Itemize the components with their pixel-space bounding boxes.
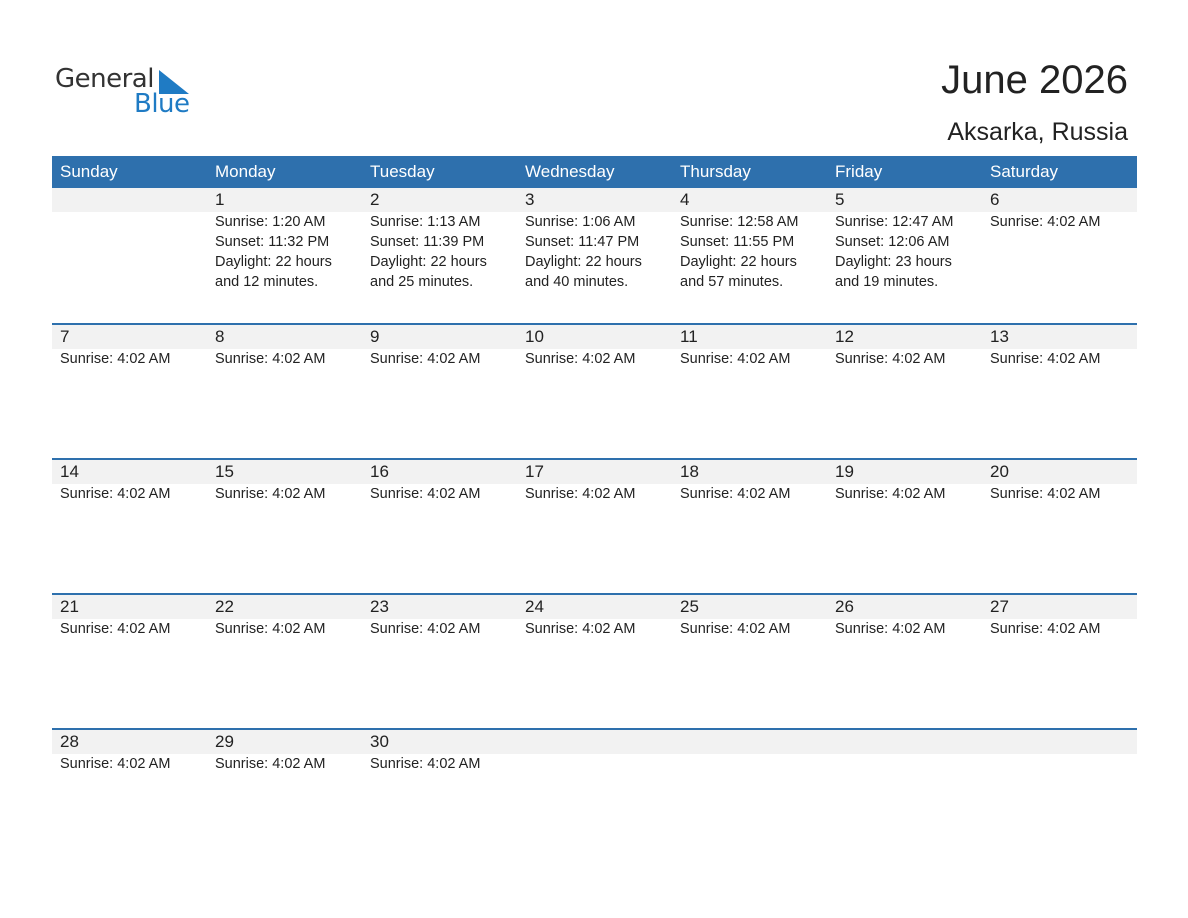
day-cell: [517, 325, 672, 458]
sun-info-line: Sunset: 12:06 AM: [835, 234, 950, 250]
day-cell: [672, 188, 827, 323]
day-cell: [362, 730, 517, 863]
day-number: 28: [60, 732, 79, 751]
weekday-thursday: Thursday: [680, 162, 751, 181]
day-cell: [827, 595, 982, 728]
weekday-saturday: Saturday: [990, 162, 1059, 181]
day-number: 6: [990, 190, 1000, 209]
day-cell: [207, 730, 362, 863]
sun-info-line: Sunrise: 4:02 AM: [215, 756, 326, 772]
calendar-week: [52, 323, 1137, 458]
day-number: [990, 730, 1137, 754]
day-number: 4: [680, 190, 690, 209]
day-number: 14: [60, 462, 79, 481]
day-cell: [207, 325, 362, 458]
sun-info-line: Sunrise: 4:02 AM: [525, 351, 636, 367]
sun-info-line: Sunrise: 4:02 AM: [370, 351, 481, 367]
logo-text-blue: Blue: [134, 89, 190, 119]
sun-info-line: Sunrise: 4:02 AM: [680, 351, 791, 367]
day-cell: [982, 460, 1137, 593]
day-cell: [982, 325, 1137, 458]
day-number: 23: [370, 597, 389, 616]
day-cell: [52, 188, 207, 323]
day-cell: [982, 188, 1137, 323]
sun-info-line: Sunrise: 4:02 AM: [680, 621, 791, 637]
sun-info-line: Daylight: 22 hours: [680, 254, 797, 270]
day-number: 29: [215, 732, 234, 751]
day-number: [835, 730, 982, 754]
calendar: [52, 156, 1137, 863]
calendar-weeks: [52, 188, 1137, 863]
sun-info-line: Sunrise: 4:02 AM: [990, 486, 1101, 502]
day-cell: [982, 595, 1137, 728]
sun-info-line: Sunrise: 4:02 AM: [990, 214, 1101, 230]
sun-info-line: Sunrise: 4:02 AM: [525, 486, 636, 502]
calendar-week: [52, 458, 1137, 593]
day-number: 1: [215, 190, 225, 209]
day-number: 8: [215, 327, 225, 346]
logo: [55, 62, 205, 122]
day-number: 22: [215, 597, 234, 616]
sun-info-line: Sunrise: 4:02 AM: [990, 351, 1101, 367]
day-cell: [827, 188, 982, 323]
day-cell: [827, 460, 982, 593]
day-number: 18: [680, 462, 699, 481]
day-cell: [362, 460, 517, 593]
calendar-week: [52, 593, 1137, 728]
day-number: 11: [680, 327, 698, 346]
day-cell: [52, 730, 207, 863]
weekday-friday: Friday: [835, 162, 883, 181]
weekday-header: [52, 156, 1137, 188]
day-number: 26: [835, 597, 854, 616]
day-number: 21: [60, 597, 79, 616]
day-number: 25: [680, 597, 699, 616]
sun-info-line: Sunset: 11:32 PM: [215, 234, 330, 250]
day-number: 7: [60, 327, 70, 346]
day-cell: [362, 325, 517, 458]
sun-info-line: Sunrise: 1:20 AM: [215, 214, 326, 230]
sun-info-line: Daylight: 22 hours: [525, 254, 642, 270]
day-cell: [517, 595, 672, 728]
sun-info-line: Sunrise: 4:02 AM: [60, 486, 171, 502]
day-cell: [827, 325, 982, 458]
sun-info-line: Sunrise: 4:02 AM: [990, 621, 1101, 637]
sun-info-line: Sunset: 11:55 PM: [680, 234, 795, 250]
sun-info-line: Sunrise: 4:02 AM: [370, 621, 481, 637]
sun-info-line: Sunrise: 4:02 AM: [835, 351, 946, 367]
day-number: 15: [215, 462, 234, 481]
sun-info-line: and 12 minutes.: [215, 274, 319, 290]
sun-info-line: Sunrise: 1:13 AM: [370, 214, 481, 230]
sun-info-line: Sunrise: 4:02 AM: [370, 756, 481, 772]
day-cell: [982, 730, 1137, 863]
sun-info-line: and 19 minutes.: [835, 274, 939, 290]
day-cell: [517, 460, 672, 593]
day-number: [680, 730, 827, 754]
sun-info-line: Sunrise: 4:02 AM: [60, 756, 171, 772]
sun-info-line: Sunrise: 4:02 AM: [835, 486, 946, 502]
day-cell: [207, 460, 362, 593]
sun-info-line: Daylight: 23 hours: [835, 254, 952, 270]
sun-info-line: Sunset: 11:39 PM: [370, 234, 485, 250]
day-number: 17: [525, 462, 544, 481]
day-cell: [207, 188, 362, 323]
day-number: [60, 188, 207, 212]
day-number: 2: [370, 190, 380, 209]
day-cell: [672, 325, 827, 458]
day-number: 16: [370, 462, 389, 481]
day-cell: [362, 595, 517, 728]
weekday-sunday: Sunday: [60, 162, 118, 181]
page-title: June 2026: [941, 58, 1128, 102]
sun-info-line: Daylight: 22 hours: [370, 254, 487, 270]
sun-info-line: Sunrise: 1:06 AM: [525, 214, 636, 230]
day-number: 27: [990, 597, 1009, 616]
sun-info-line: Sunrise: 4:02 AM: [680, 486, 791, 502]
sun-info-line: Sunrise: 4:02 AM: [60, 351, 171, 367]
day-cell: [827, 730, 982, 863]
sun-info-line: and 40 minutes.: [525, 274, 629, 290]
day-cell: [52, 595, 207, 728]
sun-info-line: Sunrise: 12:58 AM: [680, 214, 799, 230]
sun-info-line: Sunrise: 4:02 AM: [60, 621, 171, 637]
sun-info-line: Sunrise: 12:47 AM: [835, 214, 954, 230]
day-number: 9: [370, 327, 380, 346]
day-cell: [517, 730, 672, 863]
sun-info-line: Daylight: 22 hours: [215, 254, 332, 270]
day-number: 12: [835, 327, 854, 346]
sun-info-line: Sunrise: 4:02 AM: [370, 486, 481, 502]
day-number: 5: [835, 190, 845, 209]
location-subtitle: Aksarka, Russia: [947, 118, 1128, 146]
logo-text-general: General: [55, 64, 154, 94]
weekday-wednesday: Wednesday: [525, 162, 615, 181]
sun-info-line: Sunrise: 4:02 AM: [835, 621, 946, 637]
day-number: 10: [525, 327, 544, 346]
day-number: 24: [525, 597, 544, 616]
sun-info-line: and 57 minutes.: [680, 274, 784, 290]
day-cell: [362, 188, 517, 323]
day-cell: [207, 595, 362, 728]
day-cell: [52, 460, 207, 593]
day-cell: [672, 460, 827, 593]
day-cell: [517, 188, 672, 323]
calendar-week: [52, 188, 1137, 323]
day-number: 30: [370, 732, 389, 751]
day-cell: [52, 325, 207, 458]
day-number: 13: [990, 327, 1009, 346]
sun-info-line: Sunrise: 4:02 AM: [215, 351, 326, 367]
sun-info-line: Sunset: 11:47 PM: [525, 234, 640, 250]
day-cell: [672, 730, 827, 863]
day-number: 19: [835, 462, 854, 481]
calendar-week: [52, 728, 1137, 863]
day-cell: [672, 595, 827, 728]
weekday-tuesday: Tuesday: [370, 162, 435, 181]
weekday-monday: Monday: [215, 162, 276, 181]
day-number: [525, 730, 672, 754]
sun-info-line: and 25 minutes.: [370, 274, 474, 290]
day-number: 3: [525, 190, 535, 209]
sun-info-line: Sunrise: 4:02 AM: [525, 621, 636, 637]
sun-info-line: Sunrise: 4:02 AM: [215, 486, 326, 502]
day-number: 20: [990, 462, 1009, 481]
sun-info-line: Sunrise: 4:02 AM: [215, 621, 326, 637]
